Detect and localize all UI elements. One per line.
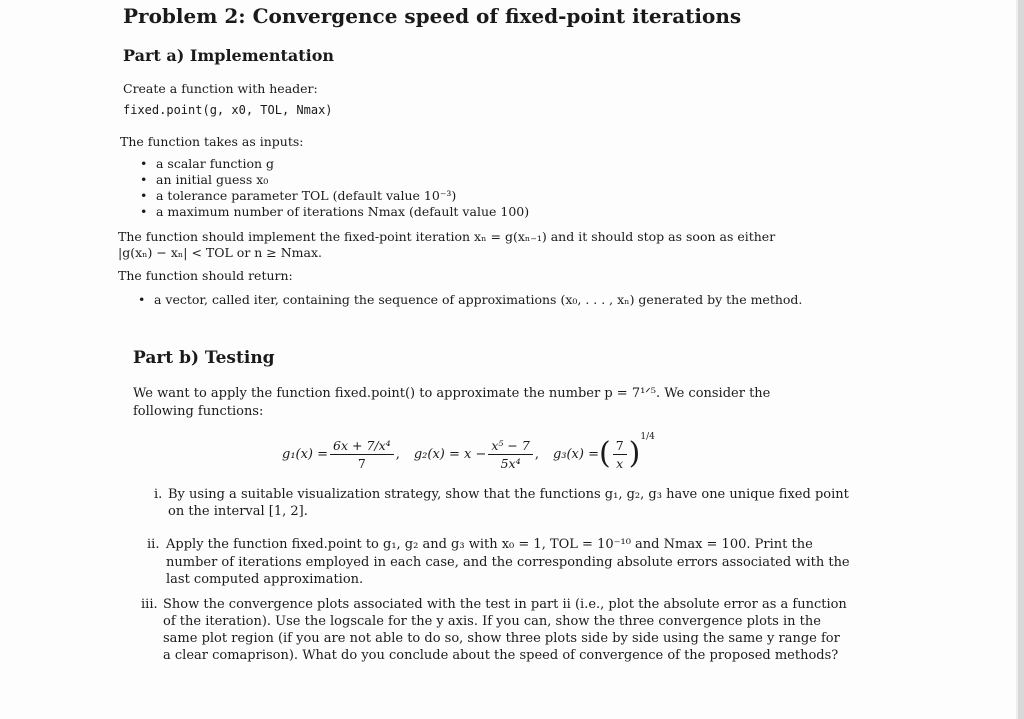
list-item: • an initial guess x₀ bbox=[136, 172, 529, 188]
list-item: • a vector, called iter, containing the sequence of approximations (x₀, . . . , xₙ) generated by the method. bbox=[134, 292, 802, 308]
inputs-list bbox=[136, 156, 529, 220]
right-paren: ) bbox=[628, 436, 641, 471]
g3-denominator: x bbox=[616, 455, 624, 471]
part-b-intro-line-2: following functions: bbox=[133, 404, 264, 419]
part-b-heading: Part b) Testing bbox=[133, 348, 275, 368]
implementation-line-1: The function should implement the fixed-point iteration xₙ = g(xₙ₋₁) and it should stop as soon as either bbox=[118, 229, 776, 244]
g1-lhs: g₁(x) = bbox=[282, 446, 329, 462]
inputs-intro: The function takes as inputs: bbox=[120, 134, 304, 149]
part-a-heading: Part a) Implementation bbox=[123, 46, 334, 65]
problem-title: Problem 2: Convergence speed of fixed-point iterations bbox=[123, 4, 742, 28]
function-definitions bbox=[282, 432, 655, 476]
item-ii-line: Apply the function fixed.point to g₁, g₂ and g₃ with x₀ = 1, TOL = 10⁻¹⁰ and Nmax = 100. Print the bbox=[166, 537, 813, 552]
item-ii-line: number of iterations employed in each case, and the corresponding absolute errors associated with the bbox=[166, 555, 850, 570]
implementation-line-2: |g(xₙ) − xₙ| < TOL or n ≥ Nmax. bbox=[118, 245, 323, 260]
item-i-label: i. bbox=[154, 487, 163, 502]
item-iii-line: a clear comaprison). What do you conclude about the speed of convergence of the proposed methods? bbox=[163, 648, 839, 663]
g3-fraction bbox=[613, 438, 627, 471]
item-iii-line: same plot region (if you are not able to do so, show three plots side by side using the same y range for bbox=[163, 631, 840, 646]
g3-lhs: g₃(x) = bbox=[552, 446, 599, 462]
item-ii-line: last computed approximation. bbox=[166, 572, 364, 587]
item-i-line: By using a suitable visualization strategy, show that the functions g₁, g₂, g₃ have one unique fixed point bbox=[168, 487, 849, 502]
g2-denominator: 5x⁴ bbox=[500, 455, 521, 471]
item-ii-label: ii. bbox=[147, 537, 160, 552]
item-i-line: on the interval [1, 2]. bbox=[168, 504, 308, 519]
g2-numerator: x⁵ − 7 bbox=[488, 438, 532, 455]
list-item: • a scalar function g bbox=[136, 156, 529, 172]
g3-exponent: 1/4 bbox=[640, 432, 655, 442]
page-edge bbox=[1018, 0, 1024, 719]
item-iii-line: of the iteration). Use the logscale for the y axis. If you can, show the three convergence plots in the bbox=[163, 614, 821, 629]
comma-separator: , bbox=[534, 446, 539, 462]
part-b-intro-line-1: We want to apply the function fixed.point() to approximate the number p = 7¹ᐟ⁵. We consider the bbox=[133, 386, 771, 401]
list-item: • a maximum number of iterations Nmax (default value 100) bbox=[136, 204, 529, 220]
item-iii-label: iii. bbox=[141, 597, 158, 612]
item-iii-line: Show the convergence plots associated with the test in part ii (i.e., plot the absolute error as a function bbox=[163, 597, 847, 612]
list-item: • a tolerance parameter TOL (default value 10⁻³) bbox=[136, 188, 529, 204]
g1-denominator: 7 bbox=[357, 455, 366, 471]
g2-lhs: g₂(x) = x − bbox=[413, 446, 487, 462]
comma-separator: , bbox=[395, 446, 400, 462]
left-paren: ( bbox=[599, 436, 611, 471]
create-line: Create a function with header: bbox=[123, 81, 318, 96]
function-header-code: fixed.point(g, x0, TOL, Nmax) bbox=[123, 103, 333, 117]
g1-fraction bbox=[330, 438, 394, 471]
g3-numerator: 7 bbox=[613, 438, 627, 455]
returns-list bbox=[134, 292, 802, 308]
g1-numerator: 6x + 7/x⁴ bbox=[330, 438, 394, 455]
return-intro: The function should return: bbox=[118, 268, 293, 283]
g2-fraction bbox=[488, 438, 532, 471]
